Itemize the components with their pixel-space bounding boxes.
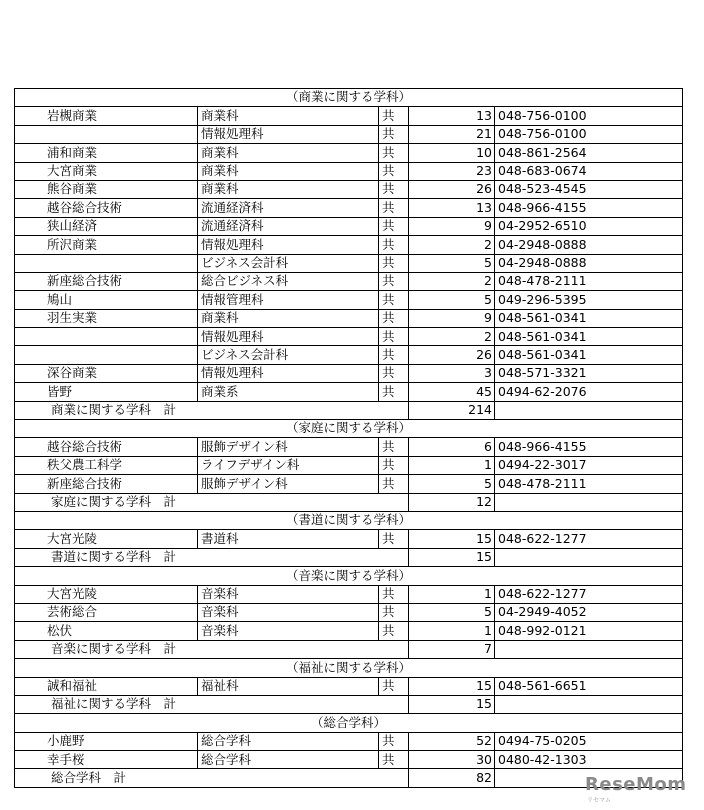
cell-dept: 服飾デザイン科	[198, 438, 379, 456]
table-row	[15, 364, 683, 382]
section-total-blank	[495, 548, 683, 566]
cell-phone: 048-622-1277	[495, 530, 683, 548]
cell-school: 所沢商業	[15, 236, 198, 254]
cell-dept: 流通経済科	[198, 199, 379, 217]
cell-type: 共	[379, 107, 409, 125]
cell-type: 共	[379, 217, 409, 235]
cell-type: 共	[379, 732, 409, 750]
table-row	[15, 107, 683, 125]
section-total-row	[15, 401, 683, 419]
table-row	[15, 162, 683, 180]
section-total-value: 82	[409, 769, 495, 787]
cell-school: 新座総合技術	[15, 475, 198, 493]
cell-phone: 048-683-0674	[495, 162, 683, 180]
cell-count: 6	[409, 438, 495, 456]
cell-dept: 商業科	[198, 309, 379, 327]
cell-count: 45	[409, 383, 495, 401]
cell-dept: 総合ビジネス科	[198, 272, 379, 290]
cell-count: 9	[409, 217, 495, 235]
cell-phone: 0494-75-0205	[495, 732, 683, 750]
cell-school: 新座総合技術	[15, 272, 198, 290]
cell-dept: ビジネス会計科	[198, 254, 379, 272]
cell-count: 2	[409, 272, 495, 290]
section-title: （福祉に関する学科）	[15, 659, 683, 677]
cell-count: 13	[409, 199, 495, 217]
cell-dept: 服飾デザイン科	[198, 475, 379, 493]
cell-phone: 048-523-4545	[495, 180, 683, 198]
logo-text: ReseMom	[585, 774, 687, 795]
cell-phone: 0480-42-1303	[495, 751, 683, 769]
table-row	[15, 456, 683, 474]
section-total-blank	[495, 640, 683, 658]
table-row	[15, 254, 683, 272]
table-row	[15, 236, 683, 254]
cell-school: 大宮商業	[15, 162, 198, 180]
cell-school: 松伏	[15, 622, 198, 640]
cell-count: 15	[409, 530, 495, 548]
section-title: （商業に関する学科）	[15, 89, 683, 107]
section-header-row	[15, 420, 683, 438]
cell-phone: 048-478-2111	[495, 475, 683, 493]
cell-type: 共	[379, 677, 409, 695]
cell-phone: 0494-62-2076	[495, 383, 683, 401]
cell-school	[15, 125, 198, 143]
cell-count: 5	[409, 475, 495, 493]
cell-phone: 048-571-3321	[495, 364, 683, 382]
table-row	[15, 603, 683, 621]
section-header-row	[15, 511, 683, 529]
section-total-label: 商業に関する学科 計	[15, 401, 409, 419]
cell-type: 共	[379, 603, 409, 621]
cell-school: 秩父農工科学	[15, 456, 198, 474]
cell-dept: 商業科	[198, 107, 379, 125]
cell-school: 小鹿野	[15, 732, 198, 750]
section-total-label: 音楽に関する学科 計	[15, 640, 409, 658]
cell-school: 鳩山	[15, 291, 198, 309]
cell-dept: 商業系	[198, 383, 379, 401]
cell-type: 共	[379, 585, 409, 603]
cell-dept: ビジネス会計科	[198, 346, 379, 364]
cell-count: 30	[409, 751, 495, 769]
cell-dept: 総合学科	[198, 732, 379, 750]
cell-type: 共	[379, 475, 409, 493]
section-header-row	[15, 714, 683, 732]
cell-type: 共	[379, 199, 409, 217]
section-total-blank	[495, 401, 683, 419]
cell-count: 5	[409, 291, 495, 309]
cell-dept: 書道科	[198, 530, 379, 548]
cell-dept: 音楽科	[198, 622, 379, 640]
cell-school	[15, 328, 198, 346]
cell-count: 1	[409, 456, 495, 474]
cell-dept: 情報処理科	[198, 236, 379, 254]
cell-phone: 048-561-0341	[495, 309, 683, 327]
cell-dept: 音楽科	[198, 585, 379, 603]
cell-phone: 048-478-2111	[495, 272, 683, 290]
cell-type: 共	[379, 383, 409, 401]
section-total-value: 214	[409, 401, 495, 419]
cell-count: 23	[409, 162, 495, 180]
section-total-row	[15, 548, 683, 566]
table-row	[15, 475, 683, 493]
table-row	[15, 144, 683, 162]
cell-count: 10	[409, 144, 495, 162]
cell-phone: 048-756-0100	[495, 107, 683, 125]
table-row	[15, 328, 683, 346]
cell-school: 芸術総合	[15, 603, 198, 621]
cell-school: 幸手桜	[15, 751, 198, 769]
cell-type: 共	[379, 346, 409, 364]
cell-type: 共	[379, 438, 409, 456]
cell-dept: 商業科	[198, 180, 379, 198]
section-total-label: 書道に関する学科 計	[15, 548, 409, 566]
cell-dept: 情報処理科	[198, 328, 379, 346]
cell-school: 誠和福祉	[15, 677, 198, 695]
cell-phone: 049-296-5395	[495, 291, 683, 309]
cell-count: 5	[409, 254, 495, 272]
cell-type: 共	[379, 328, 409, 346]
cell-count: 52	[409, 732, 495, 750]
table-row	[15, 309, 683, 327]
section-header-row	[15, 567, 683, 585]
table-body	[15, 89, 683, 788]
cell-type: 共	[379, 254, 409, 272]
school-department-table	[14, 88, 683, 788]
section-title: （音楽に関する学科）	[15, 567, 683, 585]
cell-type: 共	[379, 162, 409, 180]
cell-school: 深谷商業	[15, 364, 198, 382]
cell-school: 越谷総合技術	[15, 438, 198, 456]
table-row	[15, 732, 683, 750]
section-total-row	[15, 695, 683, 713]
cell-school: 熊谷商業	[15, 180, 198, 198]
cell-phone: 048-861-2564	[495, 144, 683, 162]
cell-type: 共	[379, 530, 409, 548]
cell-count: 21	[409, 125, 495, 143]
table-row	[15, 272, 683, 290]
table-row	[15, 622, 683, 640]
cell-phone: 048-622-1277	[495, 585, 683, 603]
section-total-blank	[495, 493, 683, 511]
cell-school: 浦和商業	[15, 144, 198, 162]
cell-school: 大宮光陵	[15, 585, 198, 603]
table-row	[15, 346, 683, 364]
logo-subtext: リセマム	[587, 797, 611, 804]
cell-count: 1	[409, 585, 495, 603]
cell-school: 皆野	[15, 383, 198, 401]
cell-dept: 商業科	[198, 144, 379, 162]
cell-phone: 0494-22-3017	[495, 456, 683, 474]
cell-type: 共	[379, 291, 409, 309]
cell-phone: 048-561-0341	[495, 328, 683, 346]
section-total-value: 15	[409, 548, 495, 566]
cell-dept: 情報管理科	[198, 291, 379, 309]
cell-type: 共	[379, 622, 409, 640]
cell-count: 9	[409, 309, 495, 327]
cell-dept: 情報処理科	[198, 364, 379, 382]
section-header-row	[15, 659, 683, 677]
cell-count: 26	[409, 180, 495, 198]
section-total-value: 7	[409, 640, 495, 658]
section-total-row	[15, 493, 683, 511]
resemom-logo	[585, 774, 695, 804]
cell-count: 2	[409, 328, 495, 346]
section-total-value: 12	[409, 493, 495, 511]
cell-phone: 04-2949-4052	[495, 603, 683, 621]
cell-count: 13	[409, 107, 495, 125]
table-row	[15, 217, 683, 235]
cell-phone: 048-561-0341	[495, 346, 683, 364]
cell-dept: 商業科	[198, 162, 379, 180]
cell-phone: 048-992-0121	[495, 622, 683, 640]
cell-type: 共	[379, 125, 409, 143]
table-row	[15, 438, 683, 456]
cell-count: 2	[409, 236, 495, 254]
cell-dept: 情報処理科	[198, 125, 379, 143]
cell-school: 岩槻商業	[15, 107, 198, 125]
cell-dept: ライフデザイン科	[198, 456, 379, 474]
cell-phone: 04-2952-6510	[495, 217, 683, 235]
cell-school	[15, 346, 198, 364]
section-total-row	[15, 640, 683, 658]
cell-count: 26	[409, 346, 495, 364]
cell-count: 5	[409, 603, 495, 621]
cell-phone: 048-561-6651	[495, 677, 683, 695]
section-total-label: 福祉に関する学科 計	[15, 695, 409, 713]
table-row	[15, 125, 683, 143]
cell-type: 共	[379, 180, 409, 198]
section-total-value: 15	[409, 695, 495, 713]
cell-phone: 048-966-4155	[495, 199, 683, 217]
cell-school: 大宮光陵	[15, 530, 198, 548]
cell-type: 共	[379, 364, 409, 382]
cell-type: 共	[379, 456, 409, 474]
cell-type: 共	[379, 236, 409, 254]
cell-type: 共	[379, 272, 409, 290]
cell-count: 15	[409, 677, 495, 695]
section-total-label: 家庭に関する学科 計	[15, 493, 409, 511]
table-row	[15, 199, 683, 217]
section-title: （総合学科）	[15, 714, 683, 732]
cell-school: 越谷総合技術	[15, 199, 198, 217]
cell-count: 3	[409, 364, 495, 382]
table-row	[15, 180, 683, 198]
section-title: （家庭に関する学科）	[15, 420, 683, 438]
cell-type: 共	[379, 309, 409, 327]
section-total-row	[15, 769, 683, 787]
cell-phone: 048-966-4155	[495, 438, 683, 456]
cell-school: 羽生実業	[15, 309, 198, 327]
section-total-label: 総合学科 計	[15, 769, 409, 787]
cell-type: 共	[379, 144, 409, 162]
cell-dept: 総合学科	[198, 751, 379, 769]
section-title: （書道に関する学科）	[15, 511, 683, 529]
cell-dept: 福祉科	[198, 677, 379, 695]
table-row	[15, 383, 683, 401]
cell-school: 狭山経済	[15, 217, 198, 235]
cell-phone: 04-2948-0888	[495, 236, 683, 254]
table-row	[15, 751, 683, 769]
table-row	[15, 530, 683, 548]
table-row	[15, 585, 683, 603]
section-total-blank	[495, 695, 683, 713]
table-row	[15, 291, 683, 309]
cell-type: 共	[379, 751, 409, 769]
cell-dept: 音楽科	[198, 603, 379, 621]
table-row	[15, 677, 683, 695]
cell-dept: 流通経済科	[198, 217, 379, 235]
cell-count: 1	[409, 622, 495, 640]
section-header-row	[15, 89, 683, 107]
cell-school	[15, 254, 198, 272]
cell-phone: 04-2948-0888	[495, 254, 683, 272]
cell-phone: 048-756-0100	[495, 125, 683, 143]
